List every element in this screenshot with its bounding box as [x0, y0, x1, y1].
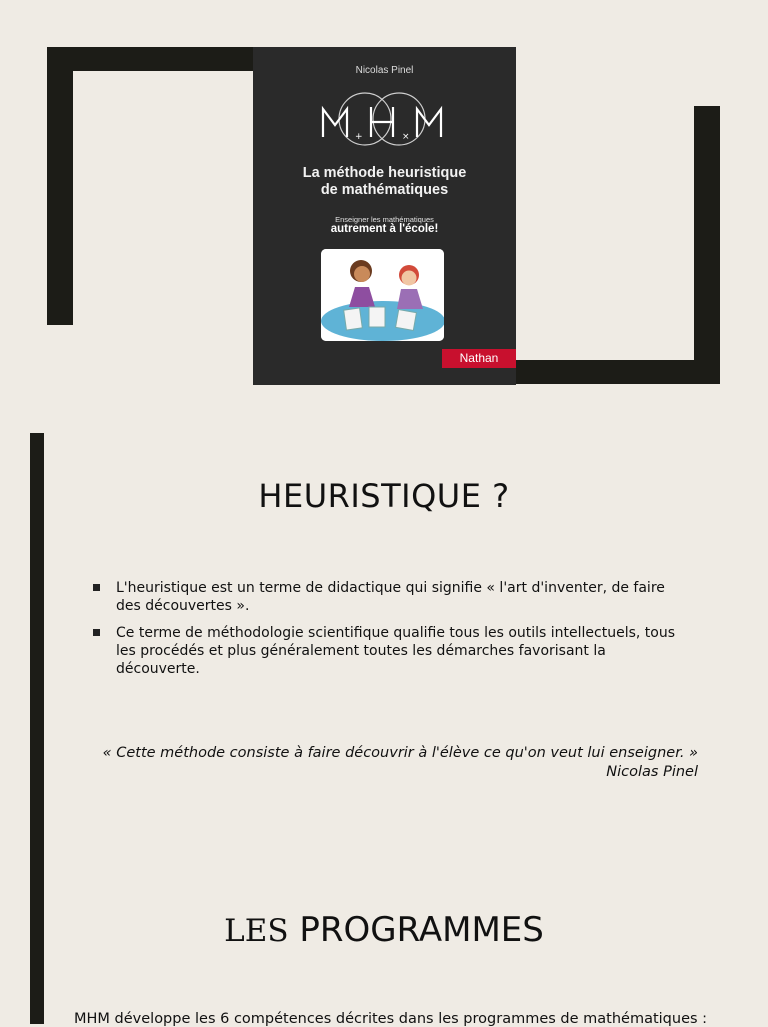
- frame-top-left-vertical: [47, 47, 73, 325]
- svg-text:×: ×: [402, 132, 410, 142]
- quote-author: Nicolas Pinel: [606, 764, 698, 780]
- quote-text: « Cette méthode consiste à faire découvrir à l'élève ce qu'on veut lui enseigner. »: [102, 745, 698, 761]
- cover-subtitle-small: Enseigner les mathématiques: [335, 215, 434, 224]
- slide-heading-programmes: [0, 910, 768, 950]
- slide-book-cover: [0, 0, 768, 420]
- definition-text: Ce terme de méthodologie scientifique qualifie tous les outils intellectuels, tous les procédés et plus généralement toutes les démarches favorisant la découverte.: [116, 625, 676, 677]
- definition-text: L'heuristique est un terme de didactique qui signifie « l'art d'inventer, de faire des découvertes ».: [116, 580, 665, 614]
- cover-title-line1: La méthode heuristique: [302, 165, 467, 181]
- cover-title: [253, 165, 516, 199]
- square-bullet-icon: [93, 629, 100, 636]
- cover-subtitle-bold: autrement à l'école!: [330, 223, 439, 235]
- frame-top-left-horizontal: [47, 47, 253, 71]
- slide-heuristique: [0, 433, 768, 866]
- definition-item: [90, 579, 690, 615]
- definition-item: [90, 624, 690, 678]
- slide-heading-heuristique: HEURISTIQUE ?: [258, 477, 510, 515]
- heading-main: PROGRAMMES: [299, 910, 544, 950]
- cover-title-line2: de mathématiques: [320, 182, 449, 198]
- svg-text:+: +: [355, 132, 363, 142]
- square-bullet-icon: [93, 584, 100, 591]
- cover-illustration: [321, 249, 444, 341]
- heading-prefix: LES: [224, 913, 289, 949]
- slide-programmes: [0, 866, 768, 1027]
- publisher-logo: Nathan: [442, 349, 516, 368]
- definition-list: [90, 579, 690, 687]
- frame-bottom-right-vertical: [694, 106, 720, 384]
- programmes-intro-text: MHM développe les 6 compétences décrites dans les programmes de mathématiques :: [74, 1011, 708, 1027]
- cover-author: Nicolas Pinel: [355, 65, 414, 76]
- frame-bottom-right-horizontal: [516, 360, 720, 384]
- children-table-illustration: [321, 249, 444, 341]
- quote-block: [80, 744, 698, 782]
- mhm-logo-icon: [315, 89, 455, 149]
- book-cover: [253, 47, 516, 385]
